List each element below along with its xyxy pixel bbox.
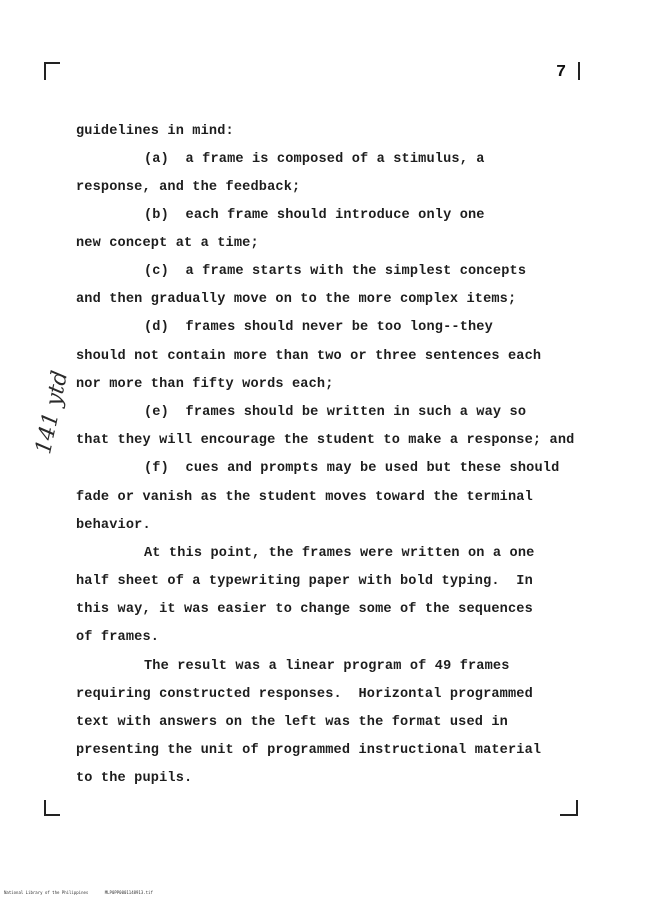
crop-mark-bottom-right <box>560 800 578 816</box>
body-line: presenting the unit of programmed instructional material <box>76 743 542 758</box>
body-line: (e) frames should be written in such a way so <box>144 405 527 420</box>
body-line: The result was a linear program of 49 frames <box>144 659 510 674</box>
body-line: requiring constructed responses. Horizontal programmed <box>76 687 533 702</box>
body-line: At this point, the frames were written on a one <box>144 546 535 561</box>
body-line: fade or vanish as the student moves toward the terminal <box>76 490 533 505</box>
page-number: 7 <box>556 63 567 82</box>
body-line: nor more than fifty words each; <box>76 377 334 392</box>
crop-mark-top-left <box>44 62 60 80</box>
body-line: this way, it was easier to change some of the sequences <box>76 602 533 617</box>
body-line: (d) frames should never be too long--they <box>144 320 493 335</box>
body-line: behavior. <box>76 518 151 533</box>
body-line: (a) a frame is composed of a stimulus, a <box>144 152 485 167</box>
footer-library: National Library of the Philippines <box>4 890 89 895</box>
body-line: to the pupils. <box>76 771 193 786</box>
handwritten-margin-note: 141 ytd <box>31 368 74 457</box>
crop-mark-bottom-left <box>44 800 60 816</box>
body-line: new concept at a time; <box>76 236 259 251</box>
body-line: (c) a frame starts with the simplest concepts <box>144 264 527 279</box>
crop-mark-top-right <box>572 62 580 80</box>
body-line: guidelines in mind: <box>76 124 234 139</box>
body-line: text with answers on the left was the format used in <box>76 715 508 730</box>
body-line: of frames. <box>76 630 160 645</box>
body-line: should not contain more than two or three sentences each <box>76 349 542 364</box>
body-line: (b) each frame should introduce only one <box>144 208 485 223</box>
scan-footer <box>4 890 167 895</box>
body-line: and then gradually move on to the more complex items; <box>76 292 517 307</box>
footer-code: MLP0PP0001148913.tif <box>104 890 153 895</box>
body-line: response, and the feedback; <box>76 180 301 195</box>
body-line: that they will encourage the student to make a response; and <box>76 433 575 448</box>
body-line: (f) cues and prompts may be used but these should <box>144 461 560 476</box>
body-line: half sheet of a typewriting paper with bold typing. In <box>76 574 533 589</box>
